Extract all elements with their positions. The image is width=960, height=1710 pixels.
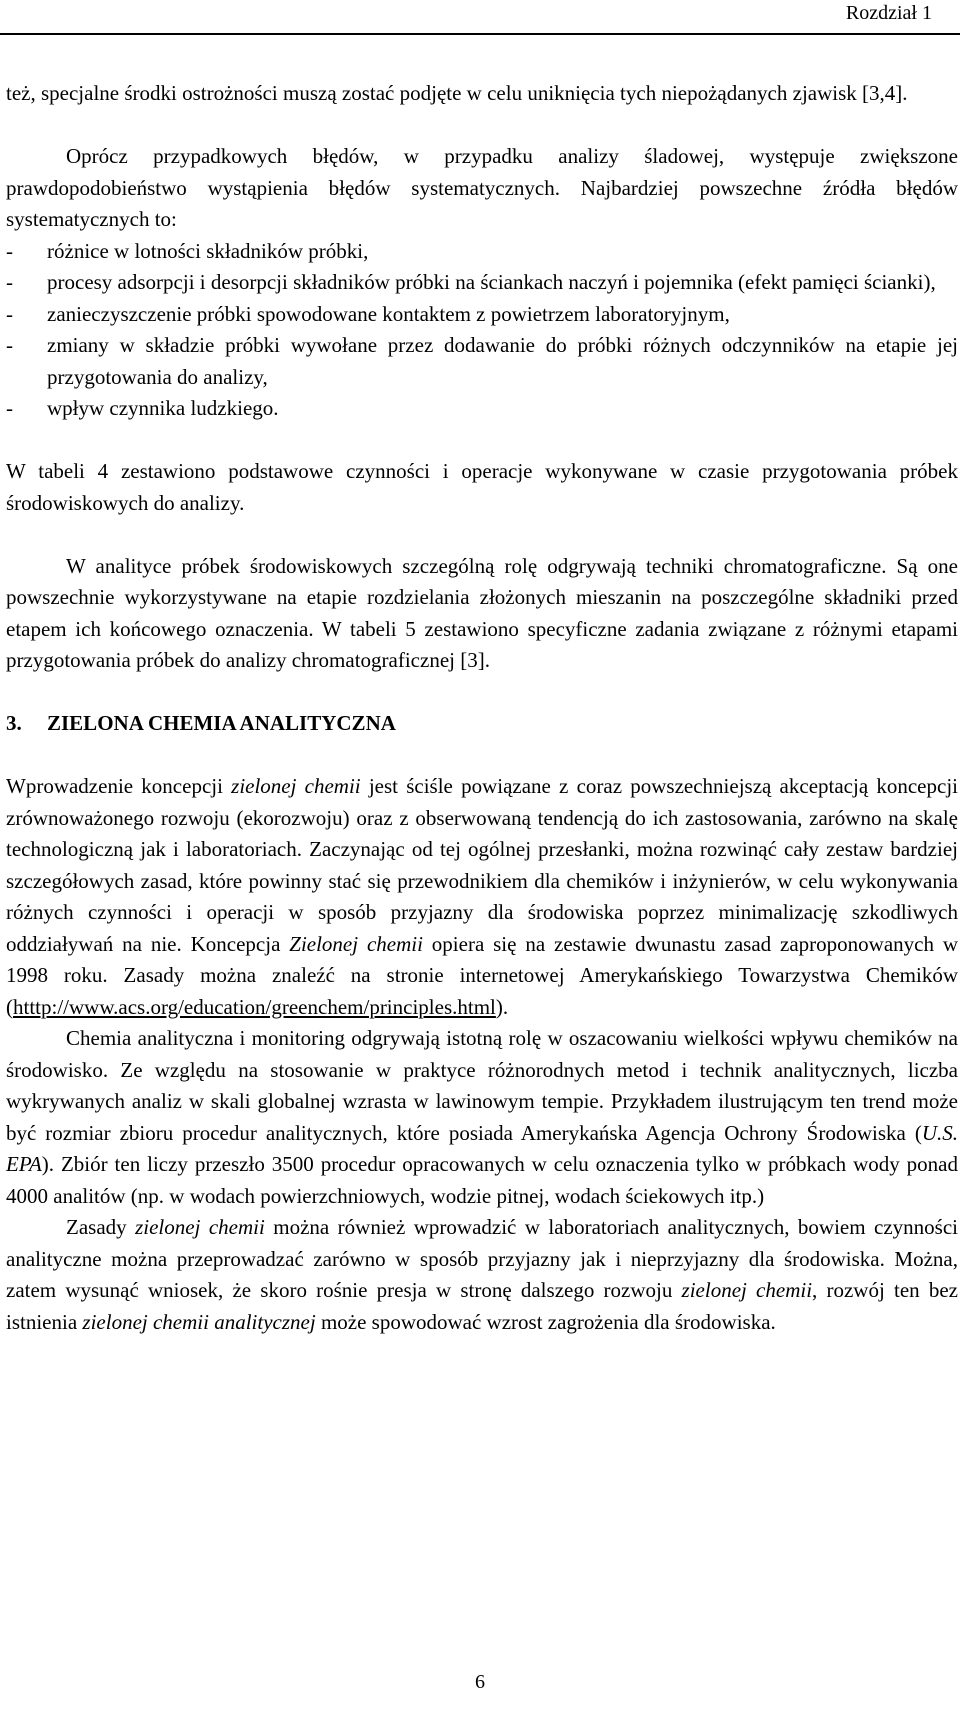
list-item: - procesy adsorpcji i desorpcji składników próbki na ściankach naczyń i pojemnika (efekt pamięci ścianki), (6, 267, 958, 299)
paragraph-3: W tabeli 4 zestawiono podstawowe czynności i operacje wykonywane w czasie przygotowania próbek środowiskowych do analizy. (6, 459, 958, 515)
list-item: - różnice w lotności składników próbki, (6, 236, 958, 268)
list-dash: - (6, 238, 13, 263)
paragraph-6: Chemia analityczna i monitoring odgrywają istotną rolę w oszacowaniu wielkości wpływu chemików na środowisko. Ze względu na stosowanie w praktyce różnorodnych metod i technik analitycznych, liczba wykrywanych analiz w skali globalnej wzrasta w lawinowym tempie. Przykładem ilustrującym ten trend może być rozmiar zbioru procedur analitycznych, które posiada Amerykańska Agencja Ochrony Środowiska (U.S. EPA). Zbiór ten liczy przeszło 3500 procedur opracowanych w celu oznaczenia tylko w próbkach wody ponad 4000 analitów (np. w wodach powierzchniowych, wodzie pitnej, wodach ściekowych itp.) (6, 1026, 958, 1208)
page-content (6, 78, 958, 1338)
chapter-title: Rozdział 1 (845, 2, 932, 24)
list-dash: - (6, 270, 13, 294)
section-number: 3. (6, 711, 22, 735)
paragraph-2: Oprócz przypadkowych błędów, w przypadku analizy śladowej, występuje zwiększone prawdopodobieństwo wystąpienia błędów systematycznych. Najbardziej powszechne źródła błędów systematycznych to: (6, 144, 958, 231)
section-heading (6, 708, 958, 740)
paragraph-1: też, specjalne środki ostrożności muszą zostać podjęte w celu uniknięcia tych niepożądanych zjawisk [3,4]. (6, 81, 908, 105)
section-title: ZIELONA CHEMIA ANALITYCZNA (47, 711, 396, 735)
page-number: 6 (475, 1671, 485, 1693)
paragraph-5: Wprowadzenie koncepcji zielonej chemii jest ściśle powiązane z coraz powszechniejszą akceptacją koncepcji zrównoważonego rozwoju (ekorozwoju) oraz z obserwowaną tendencją do ich zastosowania, zarówno na skalę technologiczną jak i laboratoriach. Zaczynając od tej ogólnej przesłanki, można rozwinąć cały zestaw bardziej szczegółowych zasad, które powinny stać się przewodnikiem dla chemików i inżynierów, w celu wykonywania różnych czynności i operacji w sposób przyjazny dla środowiska poprzez minimalizację szkodliwych oddziaływań na nie. Koncepcja Zielonej chemii opiera się na zestawie dwunastu zasad zaproponowanych w 1998 roku. Zasady można znaleźć na stronie internetowej Amerykańskiego Towarzystwa Chemików (htttp://www.acs.org/education/greenchem/principles.html). (6, 774, 958, 1019)
list-item: - zmiany w składzie próbki wywołane przez dodawanie do próbki różnych odczynników na etapie jej przygotowania do analizy, (6, 330, 958, 393)
paragraph-7: Zasady zielonej chemii można również wprowadzić w laboratoriach analitycznych, bowiem czynności analityczne można przeprowadzać zarówno w sposób przyjazny jak i nieprzyjazny dla środowiska. Można, zatem wysunąć wniosek, że skoro rośnie presja w stronę dalszego rozwoju zielonej chemii, rozwój ten bez istnienia zielonej chemii analitycznej może spowodować wzrost zagrożenia dla środowiska. (6, 1215, 958, 1334)
principles-link[interactable]: htttp://www.acs.org/education/greenchem/principles.html (13, 994, 496, 1019)
paragraph-4: W analityce próbek środowiskowych szczególną rolę odgrywają techniki chromatograficzne. Są one powszechnie wykorzystywane na etapie rozdzielania złożonych mieszanin na poszczególne składniki przed etapem ich końcowego oznaczenia. W tabeli 5 zestawiono specyficzne zadania związane z różnymi etapami przygotowania próbek do analizy chromatograficznej [3]. (6, 553, 958, 672)
error-sources-list (6, 236, 958, 425)
list-dash: - (6, 333, 13, 357)
list-dash: - (6, 301, 13, 326)
list-dash: - (6, 396, 13, 420)
header-rule (0, 33, 960, 35)
page-header (0, 0, 960, 34)
list-item: - wpływ czynnika ludzkiego. (6, 393, 958, 425)
list-item: - zanieczyszczenie próbki spowodowane kontaktem z powietrzem laboratoryjnym, (6, 299, 958, 331)
